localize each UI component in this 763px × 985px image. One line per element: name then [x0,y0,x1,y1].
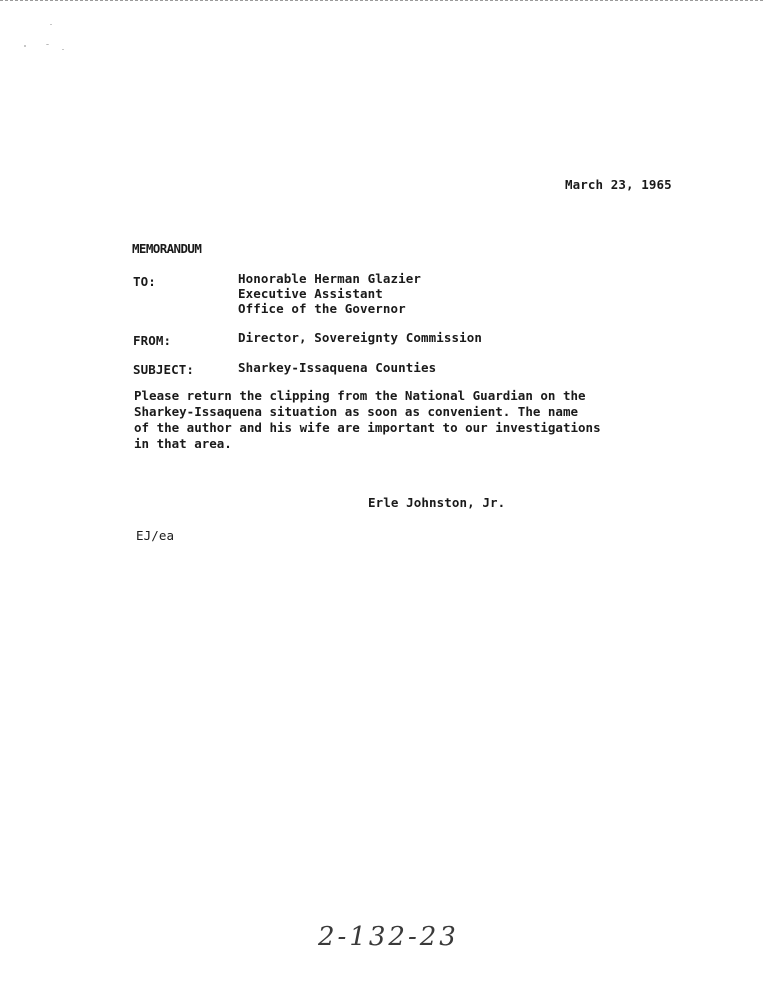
handwritten-file-number: 2-132-23 [318,922,459,952]
from-value: Director, Sovereignty Commission [238,330,483,345]
scan-speck [24,45,26,47]
to-line-recipient: Honorable Herman Glazier [238,271,422,286]
scan-speck [46,44,49,45]
to-line-office: Office of the Governor [238,301,406,316]
body-line: Sharkey-Issaquena situation as soon as convenient. The name [134,404,579,419]
signature: Erle Johnston, Jr. [368,495,506,510]
to-line-position: Executive Assistant [238,286,383,301]
memo-body [134,388,614,452]
scan-speck [62,49,64,50]
to-label: TO: [133,274,156,289]
subject-label: SUBJECT: [133,362,195,377]
subject-value: Sharkey-Issaquena Counties [238,360,437,375]
memo-date: March 23, 1965 [565,177,672,192]
memo-title: MEMORANDUM [132,241,202,256]
from-label: FROM: [133,333,172,348]
body-line: in that area. [134,436,232,451]
typist-initials: EJ/ea [136,528,175,543]
body-line: of the author and his wife are important to our investigations [134,420,601,435]
scan-speck [50,24,52,25]
body-line: Please return the clipping from the National Guardian on the [134,388,586,403]
page-top-border [0,0,763,4]
